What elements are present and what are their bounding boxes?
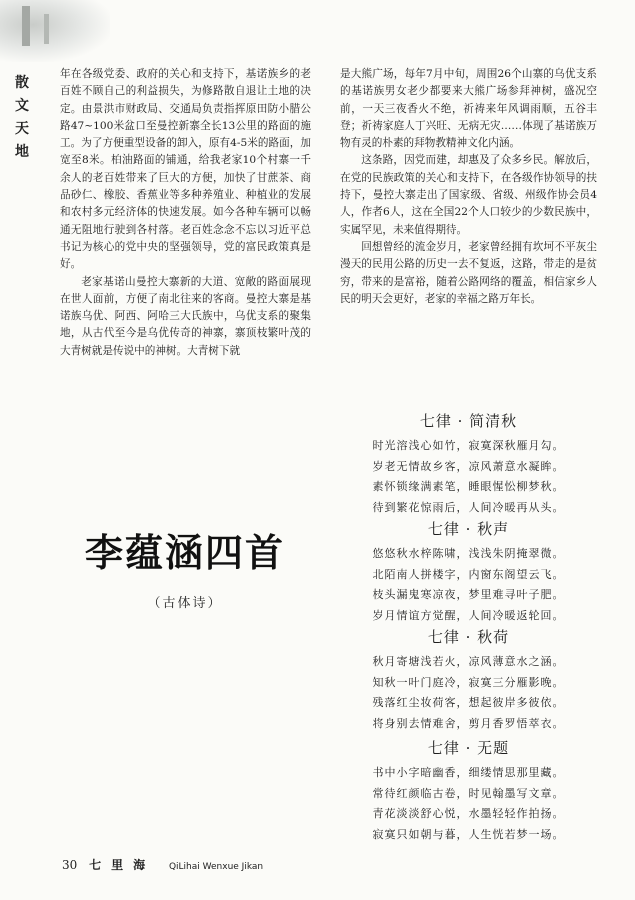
poem-title: 七律 · 简清秋 bbox=[419, 412, 518, 430]
poem-line: 悠悠秋水梓陈啸，浅浅朱阴掩翠微。 bbox=[372, 547, 565, 560]
poem-line: 枝头漏鬼寒凉夜，梦里难寻叶子肥。 bbox=[372, 588, 565, 601]
poem-line: 将身别去情难舍，剪月香罗悟萃衣。 bbox=[372, 716, 565, 730]
page-number: 30 bbox=[62, 858, 78, 872]
poems-title: 李蕴涵四首 bbox=[84, 531, 285, 575]
corner-decoration bbox=[0, 0, 110, 62]
article-paragraph: 回想曾经的流金岁月，老家曾经拥有坎坷不平灰尘漫天的民用公路的历史一去不复返，这路，带走的是贫穷，带来的是富裕，随着公路网络的覆盖，相信家乡人民的明天会更好，老家的幸福之路万年长。 bbox=[340, 240, 597, 305]
poem bbox=[340, 518, 597, 626]
poem-line: 时光溶浅心如竹，寂寞深秋雁月勾。 bbox=[372, 439, 565, 452]
poem-line: 岁老无情故乡客，凉风萧意水凝眸。 bbox=[372, 459, 565, 473]
poem-title: 七律 · 无题 bbox=[427, 739, 510, 757]
poem-line: 青花淡淡舒心悦，水墨轻轻作拍扬。 bbox=[372, 807, 565, 820]
poem-line: 书中小字暗幽香，细缕情思那里藏。 bbox=[372, 766, 565, 779]
poem-line: 残落红尘妆荷客，想起彼岸多彼依。 bbox=[372, 696, 565, 709]
tree-decoration bbox=[44, 14, 49, 44]
poem-line: 待到繁花惊雨后，人间冷暖再从头。 bbox=[372, 500, 565, 514]
poem-line: 寂寞只如朝与暮，人生恍若梦一场。 bbox=[372, 827, 565, 841]
poem-line: 素怀锁缘满素笔，睡眼惺忪柳梦秋。 bbox=[372, 480, 565, 493]
article-paragraph: 年在各级党委、政府的关心和支持下，基诺族乡的老百姓不顾自己的利益损失，为修路散自退让土地的决定。由景洪市财政局、交通局负责指挥原田防小腊公路47~100米盆口至曼控新寨全长13公里的路面的施工。为了方便重型设备的卸入，原有4-5米的路面，加宽至8米。柏油路面的铺通，给我老家10个村寨一千余人的老百姓带来了巨大的方便，加快了甘蔗茶、商品砂仁、橡胶、香蕉业等多种养殖业、种植业的发展和农村多元经济体的快速发展。如今各种车辆可以畅通无阻地行驶到各村落。老百姓念念不忘以习近平总书记为核心的党中央的坚强领导，党的富民政策真是好。 bbox=[60, 68, 311, 271]
poem-line: 常待红颜临古卷，时见翰墨写文章。 bbox=[372, 786, 565, 800]
article-paragraph: 这条路，因党而建，却惠及了众多乡民。解放后，在党的民族政策的关心和支持下，在各级作协领导的扶持下，曼控大寨走出了国家级、省级、州级作协会员4人，作者6人，这在全国22个人口较少的少数民族中，实属罕见，未来值得期待。 bbox=[340, 154, 597, 236]
article-paragraph: 老家基诺山曼控大寨新的大道、宽敞的路面展现在世人面前，方便了南北往来的客商。曼控大寨是基诺族乌优、阿西、阿哈三大氏族中，乌优支系的聚集地，从古代至今是乌优传奇的神寨，寨顶枝繁叶茂的大青树就是传说中的神树。大青树下就 bbox=[60, 275, 311, 357]
poem-line: 岁月情谊方觉醒，人间冷暖返轮回。 bbox=[372, 608, 565, 622]
poem bbox=[340, 626, 597, 734]
article-left-column bbox=[60, 66, 311, 360]
tree-decoration bbox=[22, 6, 30, 46]
poem-line: 北陌南人拼楼字，内窗东阁望云飞。 bbox=[372, 567, 565, 581]
poem-line: 秋月寄塘浅若火，凉风薄意水之涵。 bbox=[372, 655, 565, 668]
poem-title: 七律 · 秋声 bbox=[427, 520, 510, 538]
article-right-column bbox=[340, 66, 597, 308]
poems-subtitle: （古体诗） bbox=[147, 596, 223, 611]
page-footer bbox=[62, 856, 263, 873]
magazine-title: 七里海 bbox=[89, 858, 156, 872]
magazine-pinyin: QiLihai Wenxue Jikan bbox=[168, 862, 264, 872]
poem-title: 七律 · 秋荷 bbox=[427, 628, 510, 646]
article-paragraph: 是大熊广场，每年7月中旬，周围26个山寨的乌优支系的基诺族男女老少都要来大熊广场参拜神树，盛况空前，一天三夜香火不绝，祈祷来年风调雨顺，五谷丰登；祈祷家庭人丁兴旺、无病无灾……体现了基诺族万物有灵的朴素的拜物教精神文化内涵。 bbox=[340, 68, 597, 150]
poem bbox=[340, 737, 597, 845]
poem bbox=[340, 410, 597, 518]
poem-line: 知秋一叶门庭冷，寂寞三分雁影晚。 bbox=[372, 675, 565, 689]
section-label: 散文天地 bbox=[15, 75, 29, 160]
